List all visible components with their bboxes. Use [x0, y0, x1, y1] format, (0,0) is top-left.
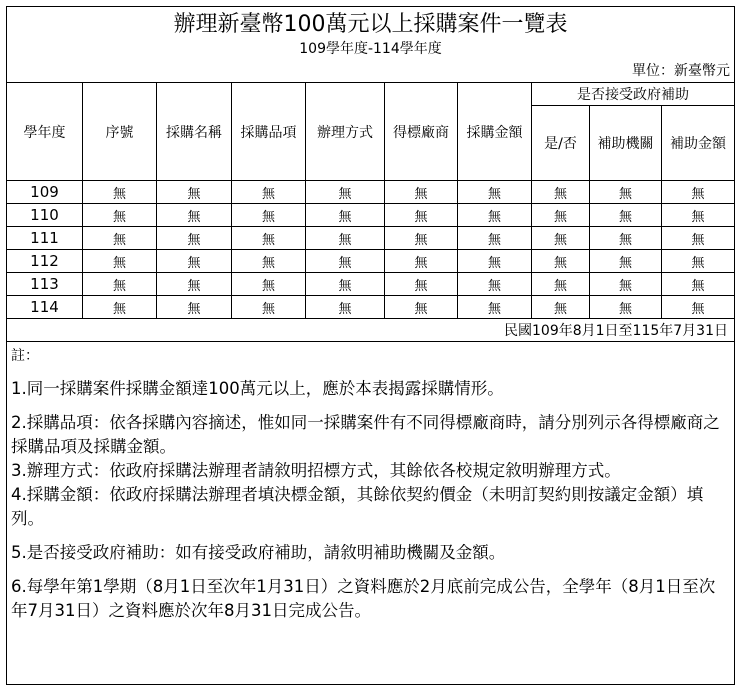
table-cell: 無	[662, 273, 735, 296]
note-item: 2.採購品項：依各採購內容摘述，惟如同一採購案件有不同得標廠商時，請分別列示各得標廠商之採購品項及採購金額。	[11, 413, 720, 456]
table-cell: 無	[385, 273, 458, 296]
currency-unit: 單位：新臺幣元	[7, 58, 735, 83]
note-item: 1.同一採購案件採購金額達100萬元以上，應於本表揭露採購情形。	[11, 379, 504, 398]
table-row	[7, 250, 735, 273]
header-subsidy-group: 是否接受政府補助	[532, 83, 735, 106]
table-row	[7, 273, 735, 296]
note-item: 3.辦理方式：依政府採購法辦理者請敘明招標方式，其餘依各校規定敘明辦理方式。	[11, 461, 621, 480]
table-cell: 無	[385, 296, 458, 319]
table-cell: 無	[532, 227, 590, 250]
table-cell: 無	[458, 181, 532, 204]
note-item: 6.每學年第1學期（8月1日至次年1月31日）之資料應於2月底前完成公告，全學年（8月1日至次年7月31日）之資料應於次年8月31日完成公告。	[11, 577, 716, 620]
row-year: 111	[7, 227, 83, 250]
table-cell: 無	[590, 296, 662, 319]
table-cell: 無	[532, 296, 590, 319]
table-row	[7, 204, 735, 227]
table-cell: 無	[532, 204, 590, 227]
table-cell: 無	[83, 227, 157, 250]
header-name: 採購名稱	[157, 83, 232, 181]
procurement-table	[6, 6, 735, 685]
table-cell: 無	[590, 181, 662, 204]
table-cell: 無	[306, 250, 385, 273]
table-cell: 無	[590, 273, 662, 296]
table-cell: 無	[590, 227, 662, 250]
header-year: 學年度	[7, 83, 83, 181]
header-subsidy-amount: 補助金額	[662, 106, 735, 181]
table-cell: 無	[662, 250, 735, 273]
table-cell: 無	[662, 227, 735, 250]
table-cell: 無	[232, 181, 306, 204]
notes-label: 註：	[11, 348, 39, 364]
row-year: 113	[7, 273, 83, 296]
table-cell: 無	[532, 273, 590, 296]
table-cell: 無	[458, 273, 532, 296]
table-cell: 無	[385, 204, 458, 227]
table-cell: 無	[306, 296, 385, 319]
table-cell: 無	[306, 273, 385, 296]
table-row	[7, 296, 735, 319]
table-cell: 無	[232, 296, 306, 319]
table-cell: 無	[232, 204, 306, 227]
document-subtitle: 109學年度-114學年度	[7, 38, 735, 58]
header-vendor: 得標廠商	[385, 83, 458, 181]
date-range: 民國109年8月1日至115年7月31日	[7, 319, 735, 342]
table-cell: 無	[157, 204, 232, 227]
table-cell: 無	[83, 250, 157, 273]
table-row	[7, 181, 735, 204]
note-item: 5.是否接受政府補助：如有接受政府補助，請敘明補助機關及金額。	[11, 543, 506, 562]
table-cell: 無	[532, 181, 590, 204]
table-cell: 無	[157, 227, 232, 250]
document-title: 辦理新臺幣100萬元以上採購案件一覽表	[7, 7, 735, 39]
header-method: 辦理方式	[306, 83, 385, 181]
table-row	[7, 227, 735, 250]
header-amount: 採購金額	[458, 83, 532, 181]
table-cell: 無	[83, 296, 157, 319]
header-item: 採購品項	[232, 83, 306, 181]
table-cell: 無	[458, 296, 532, 319]
row-year: 109	[7, 181, 83, 204]
table-cell: 無	[232, 227, 306, 250]
table-cell: 無	[306, 204, 385, 227]
header-serial: 序號	[83, 83, 157, 181]
table-cell: 無	[458, 227, 532, 250]
table-cell: 無	[532, 250, 590, 273]
table-cell: 無	[662, 181, 735, 204]
table-cell: 無	[385, 227, 458, 250]
row-year: 110	[7, 204, 83, 227]
table-cell: 無	[232, 250, 306, 273]
table-cell: 無	[458, 204, 532, 227]
table-cell: 無	[458, 250, 532, 273]
table-cell: 無	[590, 250, 662, 273]
table-cell: 無	[157, 181, 232, 204]
row-year: 112	[7, 250, 83, 273]
table-cell: 無	[83, 181, 157, 204]
table-cell: 無	[83, 204, 157, 227]
note-item: 4.採購金額：依政府採購法辦理者填決標金額，其餘依契約價金（未明訂契約則按議定金額）填列。	[11, 485, 704, 528]
table-cell: 無	[157, 273, 232, 296]
notes-section	[7, 342, 735, 685]
header-subsidy-yes-no: 是/否	[532, 106, 590, 181]
table-cell: 無	[306, 181, 385, 204]
row-year: 114	[7, 296, 83, 319]
table-cell: 無	[385, 250, 458, 273]
table-cell: 無	[232, 273, 306, 296]
table-cell: 無	[590, 204, 662, 227]
table-cell: 無	[662, 296, 735, 319]
table-cell: 無	[662, 204, 735, 227]
table-cell: 無	[157, 296, 232, 319]
table-cell: 無	[83, 273, 157, 296]
header-subsidy-agency: 補助機關	[590, 106, 662, 181]
table-cell: 無	[385, 181, 458, 204]
table-cell: 無	[306, 227, 385, 250]
table-cell: 無	[157, 250, 232, 273]
